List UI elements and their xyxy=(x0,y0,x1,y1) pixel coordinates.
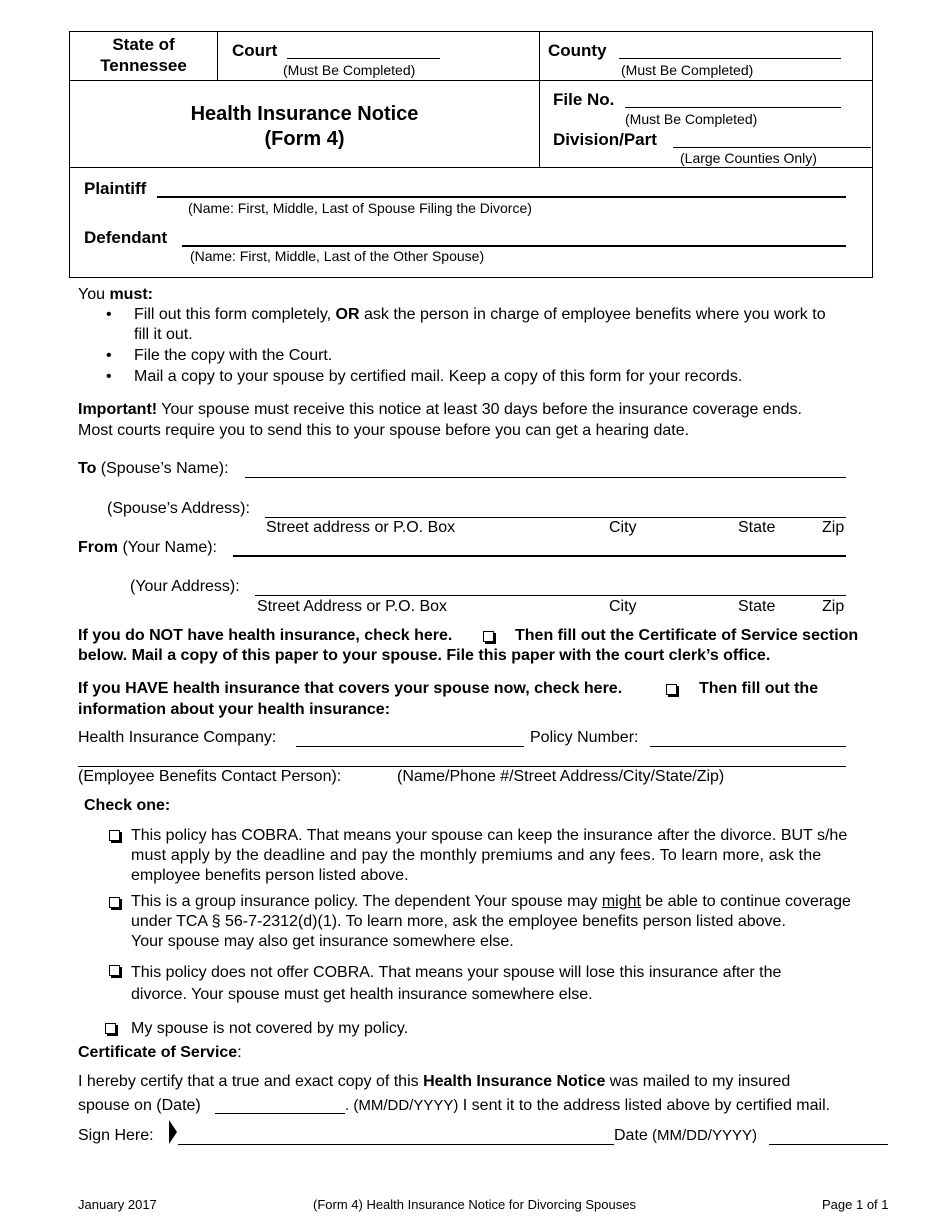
option-not-covered: My spouse is not covered by my policy. xyxy=(131,1020,409,1037)
option-cobra: This policy has COBRA. That means your spouse can keep the insurance after the divorce. BUT s/he must apply by the deadline and pay the monthly premiums and any fees. To learn more, ask the employee benefits person listed above. xyxy=(131,827,848,884)
important-notice: Important! Your spouse must receive this notice at least 30 days before the insurance coverage ends. xyxy=(78,401,802,418)
no-insurance-text: If you do NOT have health insurance, check here. xyxy=(78,627,453,644)
sign-date-label: Date (MM/DD/YYYY) xyxy=(614,1127,757,1144)
division-field[interactable] xyxy=(673,147,871,148)
header-divider-1 xyxy=(69,80,872,81)
your-address-label: (Your Address): xyxy=(130,578,240,595)
bullet-dot: • xyxy=(106,368,112,385)
footer-date: January 2017 xyxy=(78,1197,157,1212)
spouse-address-field[interactable] xyxy=(265,517,846,518)
bullet-dot: • xyxy=(106,347,112,364)
bullet-1: Fill out this form completely, OR ask the person in charge of employee benefits where you work to xyxy=(134,306,826,323)
mailed-date-field[interactable] xyxy=(215,1113,345,1114)
cobra-checkbox[interactable] xyxy=(109,830,120,841)
contact-label: (Employee Benefits Contact Person): xyxy=(78,768,342,785)
zip-caption: Zip xyxy=(822,598,845,615)
county-field[interactable] xyxy=(619,58,841,59)
have-insurance-text-3: information about your health insurance: xyxy=(78,701,391,718)
footer-page: Page 1 of 1 xyxy=(822,1197,889,1212)
policy-label: Policy Number: xyxy=(530,729,639,746)
your-address-field[interactable] xyxy=(255,595,846,596)
sign-date-field[interactable] xyxy=(769,1144,888,1145)
have-insurance-text-2: Then fill out the xyxy=(699,680,819,697)
company-label: Health Insurance Company: xyxy=(78,729,277,746)
city-caption: City xyxy=(609,519,637,536)
contact-fields-caption: (Name/Phone #/Street Address/City/State/Zip) xyxy=(397,768,725,785)
option-no-cobra: This policy does not offer COBRA. That means your spouse will lose this insurance after the divorce. Your spouse must get health insurance somewhere else. xyxy=(131,964,782,1003)
certificate-text-2: spouse on (Date) xyxy=(78,1097,201,1114)
bullet-dot: • xyxy=(106,306,112,323)
file-no-label: File No. xyxy=(553,90,615,109)
certificate-text-3: . (MM/DD/YYYY) I sent it to the address listed above by certified mail. xyxy=(345,1097,831,1114)
not-covered-checkbox[interactable] xyxy=(105,1023,116,1034)
no-insurance-checkbox[interactable] xyxy=(483,631,494,642)
sign-arrow-icon xyxy=(168,1120,178,1144)
division-label: Division/Part xyxy=(553,130,657,149)
certificate-title: Certificate of Service: xyxy=(78,1044,242,1061)
city-caption: City xyxy=(609,598,637,615)
division-note: (Large Counties Only) xyxy=(680,150,817,166)
form-title: Health Insurance Notice (Form 4) xyxy=(190,103,419,150)
spouse-address-label: (Spouse’s Address): xyxy=(107,500,250,517)
header-divider-2 xyxy=(69,167,872,168)
footer-title: (Form 4) Health Insurance Notice for Divorcing Spouses xyxy=(313,1197,636,1212)
state-label: State of Tennessee xyxy=(100,35,187,75)
have-insurance-text: If you HAVE health insurance that covers your spouse now, check here. xyxy=(78,680,623,697)
header-vline-1 xyxy=(217,31,218,80)
defendant-note: (Name: First, Middle, Last of the Other Spouse) xyxy=(190,248,485,264)
no-cobra-checkbox[interactable] xyxy=(109,965,120,976)
county-note: (Must Be Completed) xyxy=(621,62,754,78)
zip-caption: Zip xyxy=(822,519,845,536)
policy-field[interactable] xyxy=(650,746,846,747)
bullet-3: Mail a copy to your spouse by certified mail. Keep a copy of this form for your records. xyxy=(134,368,743,385)
option-group-policy: This is a group insurance policy. The dependent Your spouse may might be able to continue coverage under TCA § 56-7-2312(d)(1). To learn more, ask the employee benefits person listed above. Your spouse may also get insurance somewhere else. xyxy=(131,893,851,950)
contact-field[interactable] xyxy=(78,766,846,767)
bullet-2: File the copy with the Court. xyxy=(134,347,333,364)
sign-here-label: Sign Here: xyxy=(78,1127,154,1144)
no-insurance-text-2: Then fill out the Certificate of Service section xyxy=(515,627,859,644)
spouse-name-field[interactable] xyxy=(245,477,846,478)
defendant-label: Defendant xyxy=(84,228,168,247)
state-caption: State xyxy=(738,598,776,615)
file-no-field[interactable] xyxy=(625,107,841,108)
to-label: To (Spouse’s Name): xyxy=(78,460,229,477)
street-caption: Street address or P.O. Box xyxy=(266,519,456,536)
bullet-1-cont: fill it out. xyxy=(134,326,193,343)
important-notice-2: Most courts require you to send this to your spouse before you can get a hearing date. xyxy=(78,422,690,439)
from-label: From (Your Name): xyxy=(78,539,217,556)
header-vline-2 xyxy=(539,31,540,168)
court-label: Court xyxy=(232,41,278,60)
have-insurance-checkbox[interactable] xyxy=(666,684,677,695)
plaintiff-field[interactable] xyxy=(157,196,846,198)
certificate-text-1: I hereby certify that a true and exact copy of this Health Insurance Notice was mailed to my insured xyxy=(78,1073,791,1090)
plaintiff-label: Plaintiff xyxy=(84,179,147,198)
defendant-field[interactable] xyxy=(182,245,846,247)
your-name-field[interactable] xyxy=(233,555,846,557)
plaintiff-note: (Name: First, Middle, Last of Spouse Filing the Divorce) xyxy=(188,200,532,216)
court-field[interactable] xyxy=(287,58,440,59)
file-no-note: (Must Be Completed) xyxy=(625,111,758,127)
company-field[interactable] xyxy=(296,746,524,747)
no-insurance-text-3: below. Mail a copy of this paper to your spouse. File this paper with the court clerk’s office. xyxy=(78,647,771,664)
street-caption: Street Address or P.O. Box xyxy=(257,598,448,615)
signature-field[interactable] xyxy=(178,1144,614,1145)
county-label: County xyxy=(548,41,607,60)
you-must: You must: xyxy=(78,286,154,303)
state-caption: State xyxy=(738,519,776,536)
check-one-label: Check one: xyxy=(84,797,171,814)
court-note: (Must Be Completed) xyxy=(283,62,416,78)
group-policy-checkbox[interactable] xyxy=(109,897,120,908)
